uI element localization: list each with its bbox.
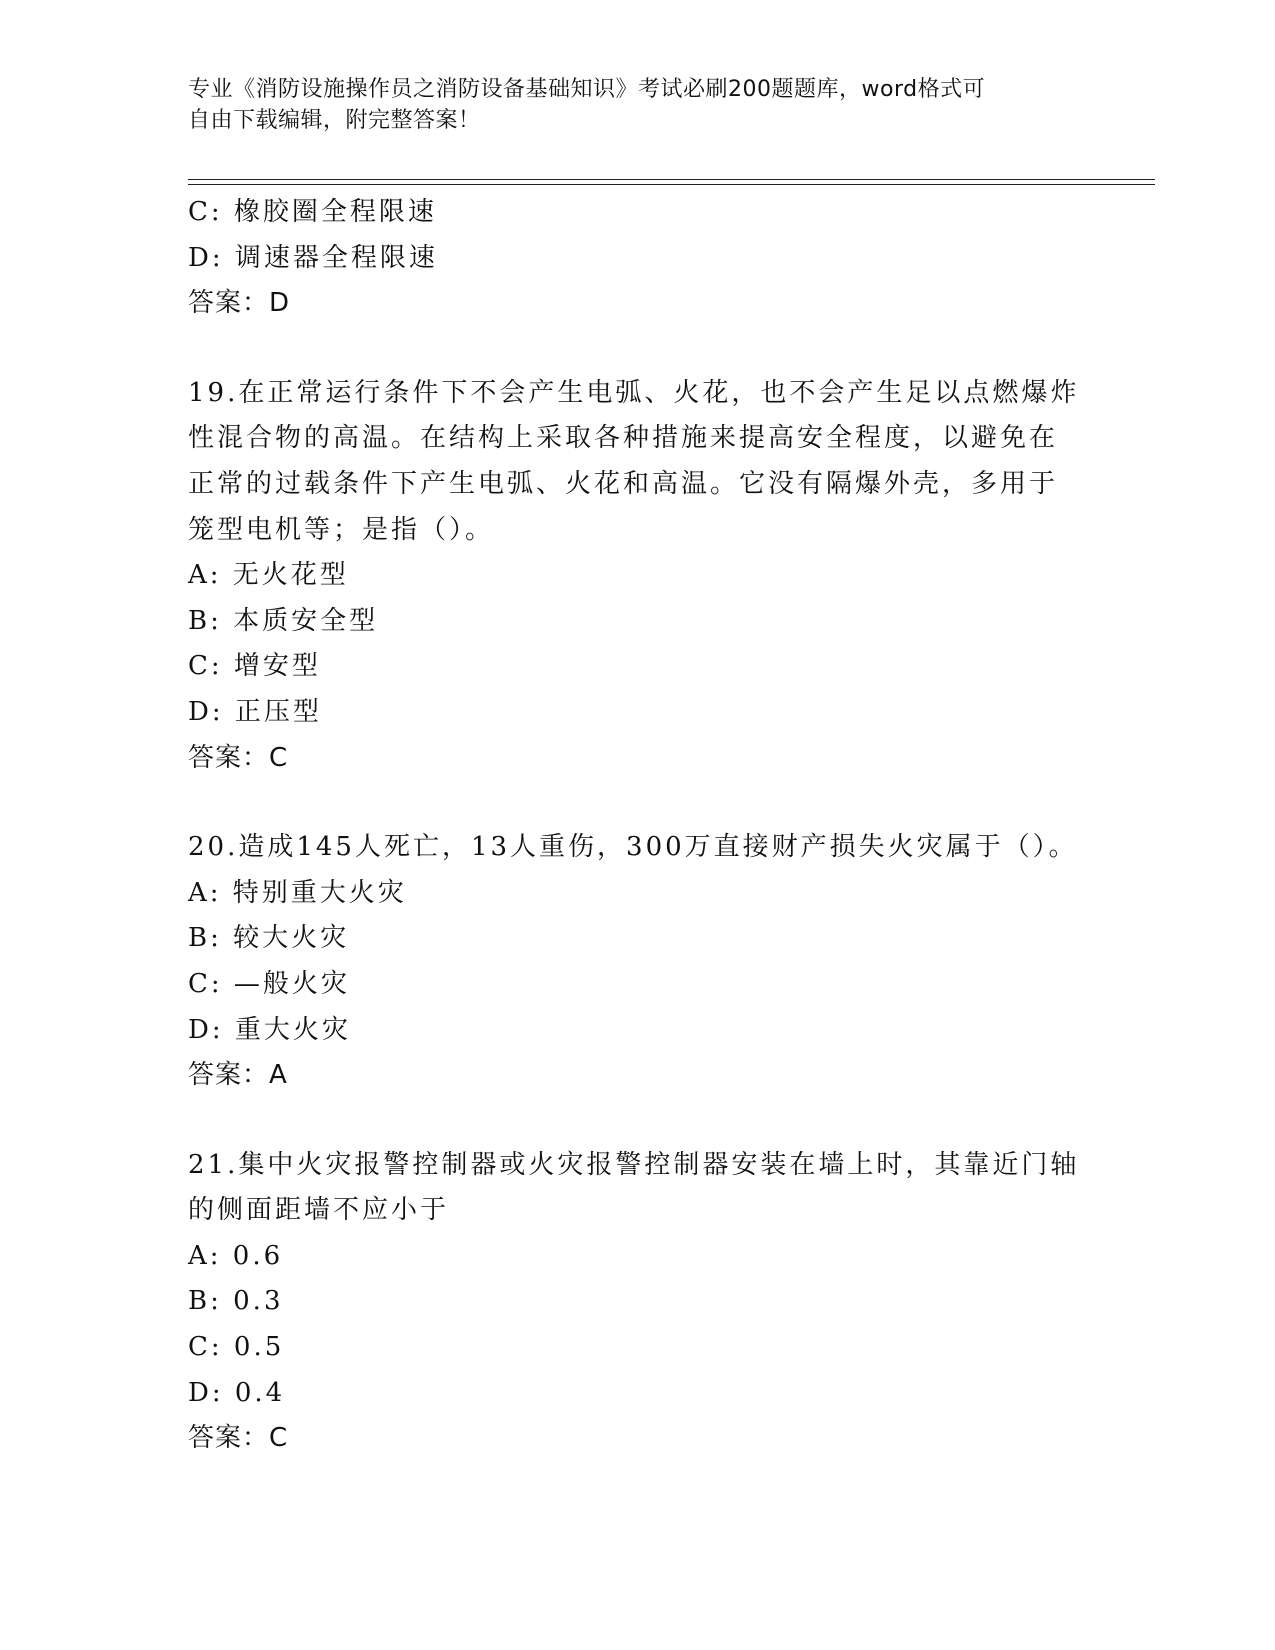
option-d: D: 0.4: [188, 1377, 286, 1408]
option-d: D: 调速器全程限速: [188, 242, 438, 273]
option-c: C: 橡胶圈全程限速: [188, 197, 437, 227]
answer: 答案：C: [188, 742, 289, 773]
question-list: [188, 190, 1088, 1462]
spacer: [188, 1099, 1088, 1143]
option-a: A: 无火花型: [188, 560, 349, 591]
question-stem-line: 的侧面距墙不应小于: [188, 1195, 450, 1226]
option-c: C: —般火灾: [188, 968, 350, 999]
question-stem-line: 19.在正常运行条件下不会产生电弧、火花，也不会产生足以点燃爆炸: [188, 377, 1080, 408]
question-18-tail: [188, 190, 1088, 327]
option-b: B: 本质安全型: [188, 605, 379, 636]
question-stem-line: 性混合物的高温。在结构上采取各种措施来提高安全程度，以避免在: [188, 423, 1059, 454]
question-stem-line: 20.造成145人死亡，13人重伤，300万直接财产损失火灾属于（）。: [188, 832, 1078, 863]
question-stem-line: 21.集中火灾报警控制器或火灾报警控制器安装在墙上时，其靠近门轴: [188, 1149, 1080, 1180]
option-c: C: 0.5: [188, 1332, 285, 1363]
option-b: B: 0.3: [188, 1286, 284, 1317]
header-rule-bottom: [188, 184, 1155, 185]
option-b: B: 较大火灾: [188, 923, 350, 954]
option-a: A: 特别重大火灾: [188, 877, 407, 908]
answer: 答案：A: [188, 1060, 288, 1091]
question-21: [188, 1143, 1088, 1462]
question-stem-line: 正常的过载条件下产生电弧、火花和高温。它没有隔爆外壳，多用于: [188, 468, 1059, 499]
answer: 答案：D: [188, 288, 291, 319]
option-c: C: 增安型: [188, 651, 321, 682]
option-d: D: 重大火灾: [188, 1014, 351, 1045]
question-20: [188, 825, 1088, 1099]
spacer: [188, 327, 1088, 371]
option-d: D: 正压型: [188, 696, 322, 727]
document-header: [188, 74, 1068, 136]
question-stem-line: 笼型电机等；是指（）。: [188, 514, 495, 545]
header-title-line-2: 自由下载编辑，附完整答案！: [188, 108, 481, 133]
question-19: [188, 371, 1088, 781]
spacer: [188, 781, 1088, 825]
header-rule-top: [188, 179, 1155, 180]
answer: 答案：C: [188, 1423, 289, 1454]
header-title-line-1: 专业《消防设施操作员之消防设备基础知识》考试必刷200题题库，word格式可: [188, 77, 986, 102]
option-a: A: 0.6: [188, 1240, 284, 1271]
